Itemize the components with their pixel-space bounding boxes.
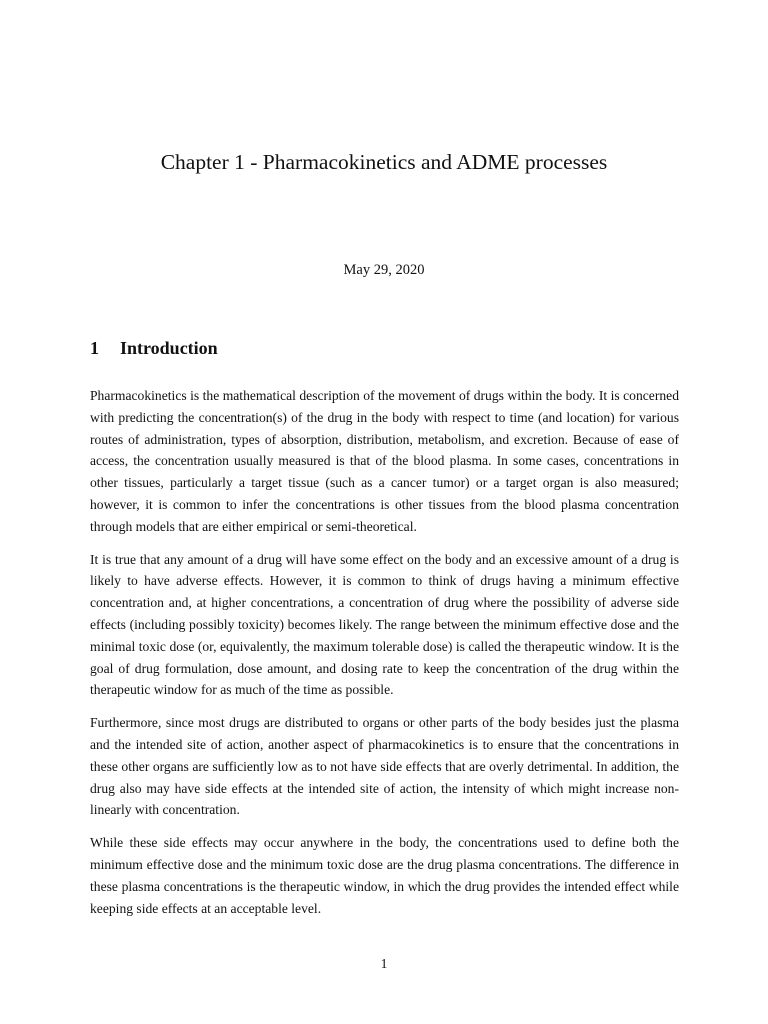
paragraph-3: Furthermore, since most drugs are distributed to organs or other parts of the body besides just the plasma and the intended site of action, another aspect of pharmacokinetics is to ensure that the concentrations in these other organs are sufficiently low as to not have side effects that are overly detrimental. In addition, the drug also may have side effects at the intended site of action, the intensity of which might increase non-linearly with concentration. — [90, 715, 679, 818]
document-title: Chapter 1 - Pharmacokinetics and ADME processes — [160, 150, 608, 174]
section-heading — [90, 338, 218, 359]
section-number: 1 — [90, 338, 99, 358]
document-date: May 29, 2020 — [343, 262, 425, 278]
paragraph-1: Pharmacokinetics is the mathematical description of the movement of drugs within the body. It is concerned with predicting the concentration(s) of the drug in the body with respect to time (and location) for various routes of administration, types of absorption, distribution, metabolism, and excretion. Because of ease of access, the concentration usually measured is that of the blood plasma. In some cases, concentrations in other tissues, particularly a target tissue (such as a cancer tumor) or a target organ is also measured; however, it is common to infer the concentrations is other tissues from the blood plasma concentration through models that are either empirical or semi-theoretical. — [90, 388, 679, 534]
paragraph-2: It is true that any amount of a drug will have some effect on the body and an excessive amount of a drug is likely to have adverse effects. However, it is common to think of drugs having a minimum effective concentration and, at higher concentrations, a concentration of drug where the possibility of adverse side effects (including possibly toxicity) becomes likely. The range between the minimum effective dose and the minimal toxic dose (or, equivalently, the maximum tolerable dose) is called the therapeutic window. It is the goal of drug formulation, dose amount, and dosing rate to keep the concentration of the drug within the therapeutic window for as much of the time as possible. — [90, 551, 679, 698]
page-number: 1 — [380, 956, 388, 971]
paragraph-4: While these side effects may occur anywhere in the body, the concentrations used to define both the minimum effective dose and the minimum toxic dose are the drug plasma concentrations. The difference in these plasma concentrations is the therapeutic window, in which the drug provides the intended effect while keeping side effects at an acceptable level. — [90, 835, 679, 916]
section-title: Introduction — [120, 338, 218, 358]
body-text — [90, 385, 679, 930]
